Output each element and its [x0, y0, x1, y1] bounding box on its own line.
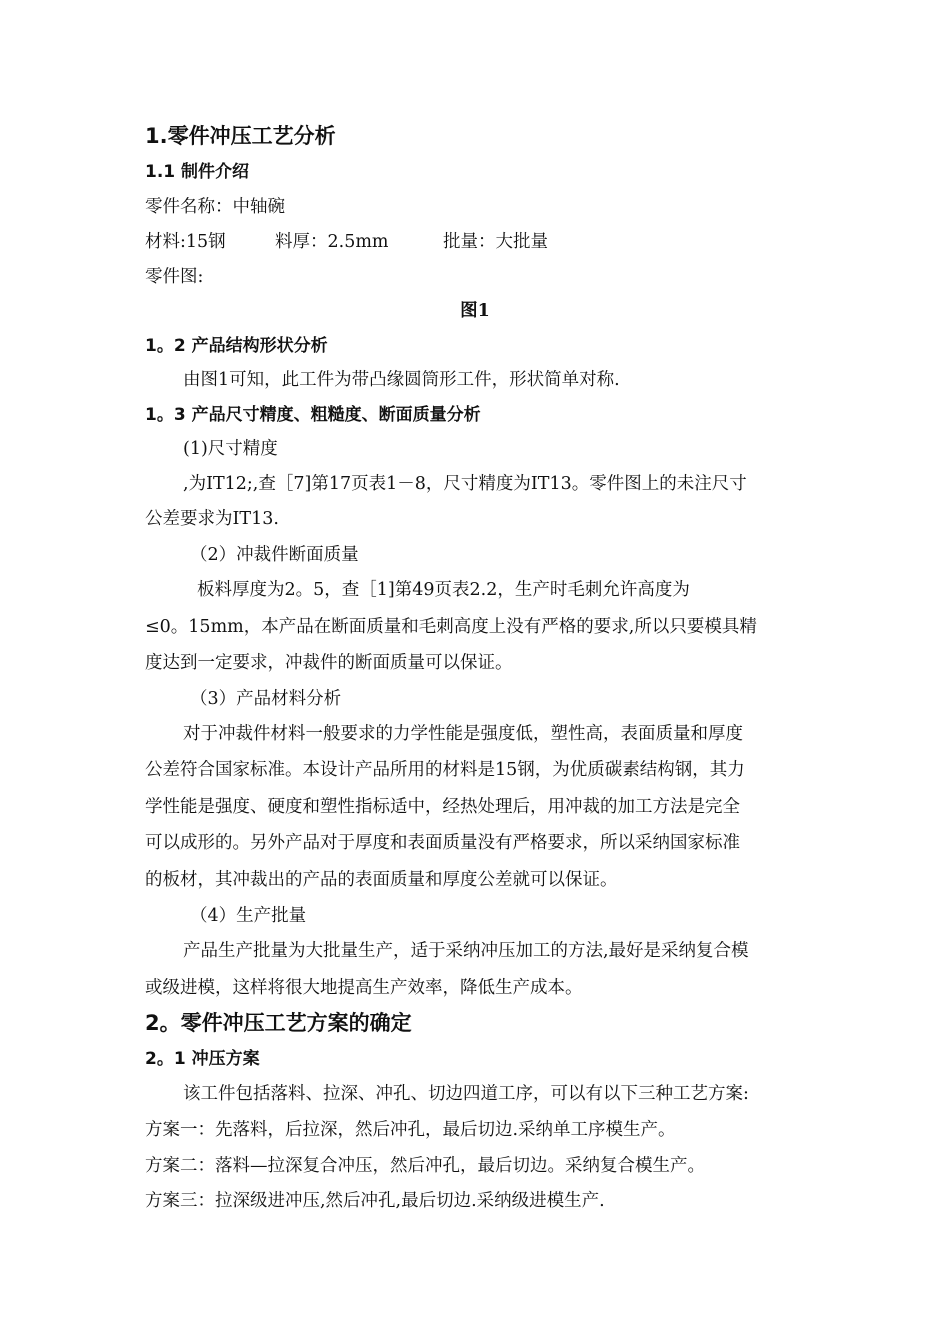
paragraph-line: 公差符合国家标准。本设计产品所用的材料是15钢，为优质碳素结构钢，其力 — [145, 760, 745, 780]
figure-caption: 图1 — [460, 301, 490, 321]
paragraph-line: ,为IT12;,查［7]第17页表1－8，尺寸精度为IT13。零件图上的未注尺寸 — [183, 474, 747, 494]
paragraph-line: 板料厚度为2。5，查［1]第49页表2.2，生产时毛刺允许高度为 — [197, 580, 690, 600]
plan-item: 方案二：落料—拉深复合冲压，然后冲孔，最后切边。采纳复合模生产。 — [145, 1156, 705, 1176]
figure-label: 零件图: — [145, 267, 204, 287]
subheading-material-analysis: （3）产品材料分析 — [190, 689, 342, 709]
batch: 批量：大批量 — [443, 232, 548, 252]
section-1-2-title: 1。2 产品结构形状分析 — [145, 336, 328, 356]
subheading-production-batch: （4）生产批量 — [190, 906, 307, 926]
material-line — [145, 230, 810, 254]
section-1-title: 1.零件冲压工艺分析 — [145, 124, 336, 148]
section-2-title: 2。零件冲压工艺方案的确定 — [145, 1011, 412, 1035]
paragraph-line: 公差要求为IT13. — [145, 509, 279, 529]
paragraph-line: 由图1可知，此工件为带凸缘圆筒形工件，形状简单对称. — [183, 370, 620, 390]
section-1-3-title: 1。3 产品尺寸精度、粗糙度、断面质量分析 — [145, 405, 481, 425]
paragraph-line: 学性能是强度、硬度和塑性指标适中，经热处理后，用冲裁的加工方法是完全 — [145, 797, 740, 817]
paragraph-line: 产品生产批量为大批量生产，适于采纳冲压加工的方法,最好是采纳复合模 — [183, 941, 749, 961]
paragraph-line: 度达到一定要求，冲裁件的断面质量可以保证。 — [145, 653, 513, 673]
paragraph-line: ≤0。15mm，本产品在断面质量和毛刺高度上没有严格的要求,所以只要模具精 — [145, 617, 757, 637]
paragraph-line: 的板材，其冲裁出的产品的表面质量和厚度公差就可以保证。 — [145, 870, 618, 890]
paragraph-line: 可以成形的。另外产品对于厚度和表面质量没有严格要求，所以采纳国家标准 — [145, 833, 740, 853]
paragraph-line: 或级进模，这样将很大地提高生产效率，降低生产成本。 — [145, 978, 583, 998]
material: 材料:15钢 — [145, 232, 226, 252]
subheading-section-quality: （2）冲裁件断面质量 — [190, 545, 359, 565]
part-name: 零件名称：中轴碗 — [145, 197, 285, 217]
paragraph-line: 对于冲裁件材料一般要求的力学性能是强度低，塑性高，表面质量和厚度 — [183, 724, 743, 744]
plan-item: 方案三：拉深级进冲压,然后冲孔,最后切边.采纳级进模生产. — [145, 1191, 605, 1211]
section-1-1-title: 1.1 制件介绍 — [145, 162, 250, 182]
section-2-1-title: 2。1 冲压方案 — [145, 1049, 260, 1069]
thickness: 料厚：2.5mm — [275, 232, 389, 252]
paragraph-line: 该工件包括落料、拉深、冲孔、切边四道工序，可以有以下三种工艺方案: — [183, 1084, 749, 1104]
subheading-dimension-accuracy: (1)尺寸精度 — [183, 439, 278, 459]
plan-item: 方案一：先落料，后拉深，然后冲孔，最后切边.采纳单工序模生产。 — [145, 1120, 676, 1140]
